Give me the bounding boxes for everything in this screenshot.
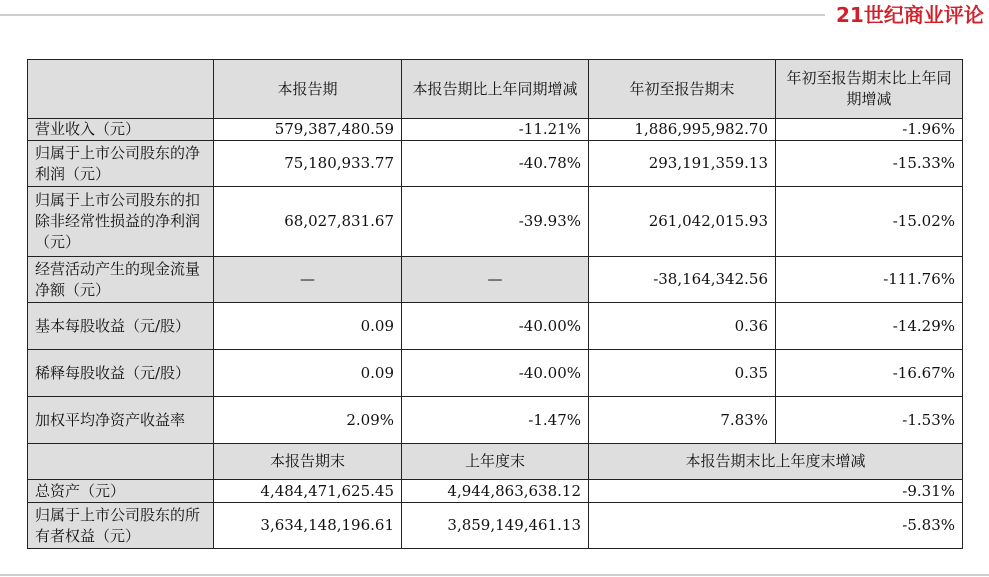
value-ytd: 261,042,015.93 [589,187,776,257]
value-period-end: 4,484,471,625.45 [214,480,402,503]
value-current: 579,387,480.59 [214,119,402,141]
header-change: 本报告期末比上年度末增减 [589,444,963,480]
row-label: 经营活动产生的现金流量净额（元） [28,257,214,303]
value-ytd-yoy: -1.96% [776,119,963,141]
table-header-row-2 [28,444,963,480]
table-row [28,397,963,444]
row-label: 加权平均净资产收益率 [28,397,214,444]
row-label: 基本每股收益（元/股） [28,303,214,350]
value-current: 75,180,933.77 [214,141,402,187]
value-period-end: 3,634,148,196.61 [214,503,402,549]
table-row [28,141,963,187]
value-yoy: -11.21% [402,119,589,141]
table-row [28,119,963,141]
table-row [28,503,963,549]
value-ytd: 1,886,995,982.70 [589,119,776,141]
table-row [28,303,963,350]
top-divider [0,14,825,16]
value-ytd-yoy: -14.29% [776,303,963,350]
table-row [28,480,963,503]
value-current: 68,027,831.67 [214,187,402,257]
value-ytd: 7.83% [589,397,776,444]
value-yoy: -40.00% [402,350,589,397]
row-label: 总资产（元） [28,480,214,503]
value-yoy: -40.00% [402,303,589,350]
value-yoy: -40.78% [402,141,589,187]
header-period-end: 本报告期末 [214,444,402,480]
row-label: 营业收入（元） [28,119,214,141]
value-change: -5.83% [589,503,963,549]
value-change: -9.31% [589,480,963,503]
value-prior-year-end: 4,944,863,638.12 [402,480,589,503]
value-ytd-yoy: -1.53% [776,397,963,444]
value-prior-year-end: 3,859,149,461.13 [402,503,589,549]
value-current: — [214,257,402,303]
value-current: 2.09% [214,397,402,444]
value-ytd-yoy: -111.76% [776,257,963,303]
value-ytd-yoy: -15.02% [776,187,963,257]
value-current: 0.09 [214,350,402,397]
value-ytd-yoy: -16.67% [776,350,963,397]
table-header-row [28,60,963,119]
brand-logo: 21世纪商业评论 [836,3,984,27]
value-yoy: -1.47% [402,397,589,444]
row-label: 归属于上市公司股东的净利润（元） [28,141,214,187]
row-label: 稀释每股收益（元/股） [28,350,214,397]
table-row [28,350,963,397]
value-yoy: -39.93% [402,187,589,257]
value-ytd-yoy: -15.33% [776,141,963,187]
row-label: 归属于上市公司股东的所有者权益（元） [28,503,214,549]
header-blank-cell [28,444,214,480]
table-row [28,257,963,303]
value-ytd: 0.35 [589,350,776,397]
value-ytd: 0.36 [589,303,776,350]
header-ytd: 年初至报告期末 [589,60,776,119]
row-label: 归属于上市公司股东的扣除非经常性损益的净利润（元） [28,187,214,257]
header-blank-cell [28,60,214,119]
value-ytd: -38,164,342.56 [589,257,776,303]
table-row [28,187,963,257]
bottom-divider [0,574,989,576]
value-ytd: 293,191,359.13 [589,141,776,187]
value-current: 0.09 [214,303,402,350]
header-yoy-change: 本报告期比上年同期增减 [402,60,589,119]
value-yoy: — [402,257,589,303]
financial-data-table [27,59,963,549]
header-ytd-yoy-change: 年初至报告期末比上年同期增减 [776,60,963,119]
header-current-period: 本报告期 [214,60,402,119]
header-prior-year-end: 上年度末 [402,444,589,480]
